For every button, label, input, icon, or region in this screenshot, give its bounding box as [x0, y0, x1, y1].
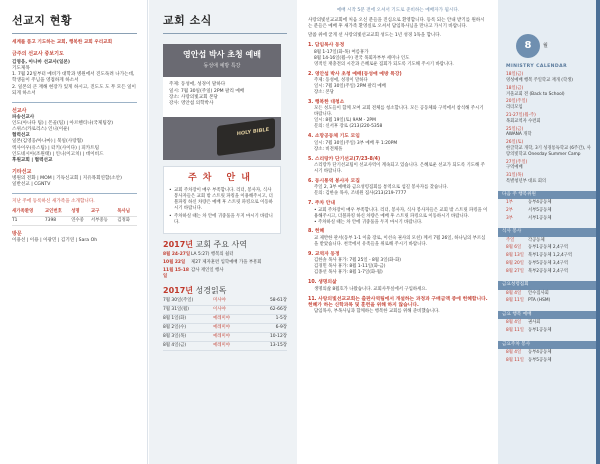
- reading-row: [163, 342, 287, 351]
- event-date: 21-27일(월-주): [506, 112, 536, 118]
- calendar-event: [506, 86, 594, 98]
- calendar-event: [506, 160, 594, 172]
- service-when: 8월 4일: [506, 350, 522, 356]
- bible-title-text: 성경읽독: [195, 286, 227, 296]
- announcements-column: [298, 0, 498, 464]
- title-rule: [163, 33, 287, 34]
- service-row: [506, 244, 594, 252]
- announcement-body: 모든 성도들이 함께 모여 교회 전체를 청소합니다. 모든 공동체와 구역에서 참석해 주시기 바랍니다. 일시: 8월 19일(토) 9AM - 2PM 문의: 신서후 장로 (213)220-5358: [314, 106, 484, 130]
- service-box-title: 금요성령집회: [498, 281, 600, 289]
- event-date: 31일(목): [506, 173, 524, 179]
- service-group: 서부1공동체: [528, 215, 552, 221]
- table-header: 교인번호: [44, 209, 62, 215]
- event-date: 26일(토): [506, 140, 524, 146]
- service-when: 1부: [506, 199, 513, 205]
- schedule-year: 2017년: [163, 239, 193, 249]
- reading-date: 8월 3일(목): [163, 333, 187, 339]
- announcement-heading: 7. 주차 안내: [308, 201, 336, 207]
- month-label: 월: [543, 43, 548, 50]
- service-box-title: 식사 봉사: [498, 228, 600, 236]
- service-box-title: 금요주차 봉사: [498, 341, 600, 349]
- service-group: 각공동체: [528, 237, 545, 243]
- schedule-title-text: 교회 주요 사역: [195, 239, 248, 249]
- reading-book: 예레미야: [213, 315, 230, 321]
- announcement-body: 주일 2, 3부 예배와 금요성령집회를 통역으로 섬길 봉사자를 찾습니다. 문의: 김한솔 목사, 조네원 집사(213)219-7777: [314, 185, 449, 197]
- table-cell: 연수중: [71, 218, 84, 224]
- worship-reminder: 예배 시작 5분 전에 오셔서 기도로 준비하는 예배자가 됩시다.: [336, 8, 460, 13]
- title-rule: [12, 33, 137, 34]
- announcement-body: 교 제반한 관서(동부 1-1 이출 장로, 이선숙 권사의 모친) 께서 7월 26일, 하나님의 부르심을 받았습니다. 천국에서 유족들을 위로해 주시기 바랍니다.: [314, 235, 486, 247]
- reading-book: 예레미야: [213, 324, 230, 330]
- announcement-body: 스리랑카 단기선교팀이 선교사역이 계속되고 있습니다. 은혜로운 선교가 되도록 기도해 주시기 바랍니다.: [314, 162, 485, 174]
- service-group: 동부5공동체 3,4구역: [528, 260, 568, 266]
- reading-date: 8월 2일(수): [163, 324, 187, 330]
- event-text: 특별청년부 대표 회의: [506, 178, 547, 184]
- service-row: [506, 199, 594, 207]
- service-row: [506, 207, 594, 215]
- mission-subtitle: 세계를 품고 기도하는 교회, 행복한 교회 우리교회: [12, 39, 113, 45]
- service-group: 동부5공동체: [528, 358, 552, 364]
- bible-reading-title: [163, 286, 287, 297]
- schedule-text: 감사 재인일 행사: [191, 268, 224, 274]
- bible-image: [217, 118, 275, 156]
- announcement-body: 생명의삶 8월호가 나왔습니다. 교회사무실에서 구입하세요.: [314, 286, 427, 292]
- service-group: 동부1공동체 2,4구역: [528, 245, 568, 251]
- announcement-body: 8월 1-17일(화-목) 여름휴가 8월 14-16일(월-수) 전국 목회자부부 세미나 인도 영적인 재충전의 시간과 은혜로운 집회가 되도록 기도해 주시기 바랍니다.: [314, 49, 454, 67]
- event-text: 리더모임: [506, 105, 523, 111]
- announcement-heading: 8. 헌혜: [308, 229, 325, 235]
- announcement-heading: 11. 사랑의빛선교교회는 출판사역팀에서 개설하는 과정과 구매금액 중에 헌혜합니다. 헌혜가 하는 신학과목 및 훈련을 위해 하지 않습니다.: [308, 296, 488, 308]
- service-when: 8월 13일: [506, 253, 524, 259]
- parking-box: [163, 166, 281, 234]
- poster-subtitle: 동성애 예방 특강: [203, 62, 241, 69]
- service-row: [506, 215, 594, 223]
- reading-book: 미사야: [213, 297, 226, 303]
- announcement-body: 담임목사, 부목사님과 함께하는 행복한 교회를 위해 준비했습니다.: [314, 309, 440, 315]
- reading-date: 7월 30일(주일): [163, 297, 194, 303]
- service-row: [506, 290, 594, 298]
- service-row: [506, 237, 594, 245]
- announcement-heading: 1. 담임목사 동정: [308, 43, 345, 49]
- announcement-body: 일시: 7월 30일(주일) 3부 예배 후 1:20PM 장소: 비전채플: [314, 140, 398, 152]
- service-group: 북부1공동체 1,2,4구역: [528, 253, 573, 259]
- reading-chapters: 13-15장: [270, 342, 287, 348]
- announcement-heading: 4. 소망공동체 기도 모임: [308, 134, 360, 140]
- poster-line: 강사: 영안섭 의학박사: [169, 100, 214, 106]
- poster-line: 주제: 동성애, 성경이 말하다: [169, 82, 226, 88]
- poster-details: [163, 77, 281, 117]
- service-group: PTA (HSM): [528, 298, 551, 304]
- schedule-text: 제27 제자훈련 입학예배 가을 부흥회: [191, 260, 262, 266]
- service-group: 권사회: [528, 320, 541, 326]
- announcement-body: • 교회 주차장이 매우 부족합니다. 리더, 봉사자, 식사 봉사자들은 교회 밖 스트릿 파킹을 이용해주시고, 더블파킹 하신 차량은 예배 후 스트릿 파킹으로 이동하시기 바랍니다. • 주차하실 때는 차 안에 귀중품을 두지 마시기 바랍니다.: [314, 207, 488, 225]
- reading-book: 예레미야: [213, 342, 230, 348]
- reading-chapters: 58-61장: [270, 297, 287, 303]
- schedule-title: [163, 240, 287, 251]
- reading-chapters: 10-12장: [270, 333, 287, 339]
- missionary-line: 일본(김영웅/아나마) | 북일(사랑협): [12, 139, 83, 145]
- announcement-heading: 3. 행복한 대청소: [308, 99, 345, 105]
- reading-date: 8월 4일(금): [163, 342, 187, 348]
- calendar-title: MINISTRY CALENDAR: [506, 64, 568, 69]
- announcement-body: 주제: 동성애, 성경이 말하다 일시: 7월 30일(주일) 2PM 팔리 예배 장소: 본당: [314, 78, 386, 95]
- prayer-item-2: 2. 일본의 큰 재해 현장가 있게 하시고, 진도도 도 무 모든 일이 되게 하소서: [12, 84, 136, 96]
- announcement-item: [308, 72, 488, 96]
- other-mission-heading: 기타선교: [12, 169, 32, 176]
- list-item: • 주차하실 때는 차 안에 귀중품을 두지 마시기 바랍니다.: [169, 214, 275, 226]
- schedule-text: LA 5:27) 행복의 쉼터: [191, 252, 234, 258]
- divider: [12, 193, 137, 194]
- service-box-title: 다음 주 행복위원: [498, 191, 600, 199]
- church-news-column: [149, 0, 297, 464]
- service-row: [506, 327, 594, 335]
- service-row: [506, 260, 594, 268]
- announcement-item: [308, 100, 488, 130]
- mission-title: 선교지 현황: [12, 14, 72, 27]
- table-header: 교구: [90, 209, 100, 215]
- reading-chapters: 62-66장: [270, 306, 287, 312]
- reading-row: [163, 306, 287, 315]
- service-when: 2부: [506, 207, 513, 213]
- calendar-event: [506, 113, 594, 125]
- schedule-date: 10월 22일: [163, 260, 186, 266]
- calendar-event: [506, 140, 594, 157]
- announcement-heading: 5. 스리랑카 단기선교(7/23-8/4): [308, 156, 381, 162]
- announcement-heading: 9. 교역자 동정: [308, 251, 340, 257]
- announcement-heading: 2. 영안섭 박사 초청 예배(동성애 예방 특강): [308, 71, 402, 77]
- announcement-heading: 10. 생명의삶: [308, 280, 337, 286]
- welcome-intro: 사랑의빛선교교회에 처음 오신 분들을 진심으로 환영합니다. 등록 되는 안내 받기를 원하시는 분들은 예배 후 새가족 환영실로 오셔서 담임목사님을 만나고 가시기 바랍니다.: [308, 18, 485, 30]
- missionary-heading: 선교사: [12, 107, 27, 114]
- reading-book: 예레미야: [213, 333, 230, 339]
- table-cell: T1: [12, 218, 18, 224]
- service-when: 8월 27일: [506, 268, 524, 274]
- service-when: 8월 6일: [506, 245, 522, 251]
- event-date: 27일(주일): [506, 159, 528, 165]
- reading-chapters: 6-9장: [275, 324, 287, 330]
- event-text: 구역예배: [506, 165, 523, 171]
- missionary-line: 인도(아나다 팀) | 몬골(팀) | 아르헨티나(국제팀장): [12, 120, 114, 126]
- bible-year: 2017년: [163, 286, 193, 296]
- service-group: 동부4공동체: [528, 199, 552, 205]
- announcement-item: [308, 252, 488, 276]
- bible-label: HOLY BIBLE: [236, 126, 269, 138]
- visitor-heading: 방문: [12, 231, 22, 238]
- table-header-row: [12, 208, 137, 216]
- other-mission-line: 병원의 전화 | MOM | 기독신교회 | 지유목회연합(소안): [12, 175, 122, 181]
- service-when: 주일: [506, 237, 515, 243]
- event-date: 18일(금): [506, 85, 524, 91]
- announcement-item: [308, 297, 488, 316]
- service-when: 8월 4일: [506, 290, 522, 296]
- service-group: 동부1공동체: [528, 328, 552, 334]
- missionary-line: 엑사이우(유스팀) | 터키(사이다) | 피카트팀: [12, 145, 100, 151]
- service-when: 8월 11일: [506, 328, 524, 334]
- calendar-event: [506, 99, 594, 111]
- reading-chapters: 1-5장: [275, 315, 287, 321]
- parking-list: [169, 188, 275, 226]
- event-text: 영성예배 행복 주일학교 재개 (학생): [506, 77, 573, 83]
- new-family-notice: 지난 주에 등록하신 새가족을 소개합니다.: [12, 199, 95, 205]
- event-date: 18일(금): [506, 72, 524, 78]
- service-box-title: 금요 행복 예배: [498, 311, 600, 319]
- service-row: [506, 268, 594, 276]
- table-header: 성명: [71, 209, 80, 215]
- event-text: AWANA 개학: [506, 132, 532, 138]
- announcement-item: [308, 157, 488, 175]
- reading-row: [163, 315, 287, 324]
- poster-line: 일시: 7월 30일(주일) 2PM 팔리 예배: [169, 88, 245, 94]
- service-row: [506, 357, 594, 365]
- service-row: [506, 349, 594, 357]
- announcement-item: [308, 280, 488, 292]
- reading-book: 이사야: [213, 306, 226, 312]
- reading-row: [163, 297, 287, 306]
- event-date: 20일(주일): [506, 99, 528, 105]
- table-header: 새가족환영: [12, 209, 34, 215]
- service-row: [506, 252, 594, 260]
- service-when: 8월 4일: [506, 320, 522, 326]
- prayer-heading: 금주의 선교사 중보기도: [12, 51, 64, 58]
- edge-strip: [596, 0, 600, 464]
- schedule-row: [163, 260, 287, 266]
- service-group: 서부5공동체: [528, 207, 552, 213]
- event-poster: [163, 44, 281, 160]
- missionary-line: 파송선교사: [12, 114, 35, 120]
- prayer-item-1: 1. 7월 22일부터 예비가 대학과 병원에서 진도독려 나가는데, 학생들이 주님을 영접하게 하소서: [12, 72, 135, 84]
- other-mission-line: 일반선교 | CGNTV: [12, 182, 51, 188]
- announcement-list: [308, 43, 488, 315]
- table-cell: 7398: [44, 218, 57, 224]
- calendar-event: [506, 173, 594, 185]
- schedule-date: 8월 24-27일: [163, 252, 191, 258]
- announcement-item: [308, 43, 488, 67]
- month-header: [506, 0, 594, 58]
- service-boxes: [502, 191, 594, 365]
- reading-row: [163, 333, 287, 342]
- service-when: 3부: [506, 215, 513, 221]
- service-group: 북부2공동체 2,4구역: [528, 268, 568, 274]
- missionary-name: 김영웅, 아나마 선교사(일본): [12, 59, 70, 65]
- schedule-row: [163, 268, 287, 280]
- prayer-subhead: 기도제목: [12, 65, 30, 71]
- table-header: 목사님: [117, 209, 130, 215]
- event-text: 목회교역자 수련회: [506, 118, 541, 124]
- reading-date: 7월 31일(월): [163, 306, 189, 312]
- event-date: 25일(금): [506, 126, 524, 132]
- new-family-table: [12, 208, 137, 226]
- table-row: [12, 217, 137, 226]
- service-when: 8월 11일: [506, 358, 524, 364]
- calendar-events: [506, 72, 594, 185]
- visitor-list: 이용선 | 이용 | 이광민 | 김기연 | Sara Oh: [12, 238, 98, 244]
- missionary-line: 스위스(카로리스) 인니(이운): [12, 127, 70, 133]
- list-item: • 교회 주차장이 매우 부족합니다. 리더, 봉사자, 식사 봉사자들은 교회 밖 스트릿 파킹을 이용해주시고, 더블파킹 하신 차량은 예배 후 스트릿 파킹으로 이동하시기 바랍니다.: [169, 188, 275, 212]
- poster-title: 영안섭 박사 초청 예배: [183, 49, 261, 59]
- announcement-heading: 6. 동시통역 봉사자 모집: [308, 178, 360, 184]
- announcement-item: [308, 229, 488, 247]
- reading-row: [163, 324, 287, 333]
- calendar-event: [506, 127, 594, 139]
- missionary-line: 인도네시아(조원태) | 인니(이고치) | 데이비드: [12, 151, 104, 157]
- reading-date: 8월 1일(화): [163, 315, 187, 321]
- announcement-body: 김한솔 목사 휴가: 7월 25일 - 8월 3일(화-화) 김경민 목사 휴가: 8월 1-11일(화-금) 김종선 목사 휴가: 8월 1-7일(화-월): [314, 258, 401, 276]
- service-row: [506, 319, 594, 327]
- bible-reading-intro: 말씀 위에 굳게 선 사랑의빛선교교회 성도는 1년 성경 1독을 합니다.: [308, 33, 442, 39]
- news-title: 교회 소식: [163, 14, 212, 27]
- service-when: 8월 20일: [506, 260, 524, 266]
- service-group: 동부4공동체: [528, 350, 552, 356]
- table-cell: 서부중등: [90, 218, 108, 224]
- event-text: 한글학교 개학, 3기 성경통독학교 (6주간), 사랑의빛학교 Onesday Summer Camp: [506, 145, 591, 157]
- service-when: 8월 11일: [506, 298, 524, 304]
- parking-title: 주차 안내: [188, 172, 256, 183]
- table-cell: 김정화: [117, 218, 130, 224]
- announcement-item: [308, 201, 488, 225]
- missionary-line: 협력선교: [12, 133, 30, 139]
- announcement-item: [308, 179, 488, 197]
- calendar-event: [506, 72, 594, 84]
- schedule-date: 11월 15-18일: [163, 268, 189, 280]
- calendar-column: [498, 0, 600, 464]
- event-text: 겨울교회 전 (Back to School): [506, 91, 565, 97]
- month-number: 8: [516, 34, 540, 58]
- announcement-item: [308, 134, 488, 152]
- poster-line: 장소: 사랑의빛교회 본당: [169, 94, 218, 100]
- service-group: 안수집사회: [528, 290, 549, 296]
- service-row: [506, 297, 594, 305]
- mission-column: [0, 0, 148, 464]
- missionary-line: 후원교회 | 협력선교: [12, 157, 53, 163]
- schedule-row: [163, 252, 287, 258]
- divider: [12, 102, 137, 103]
